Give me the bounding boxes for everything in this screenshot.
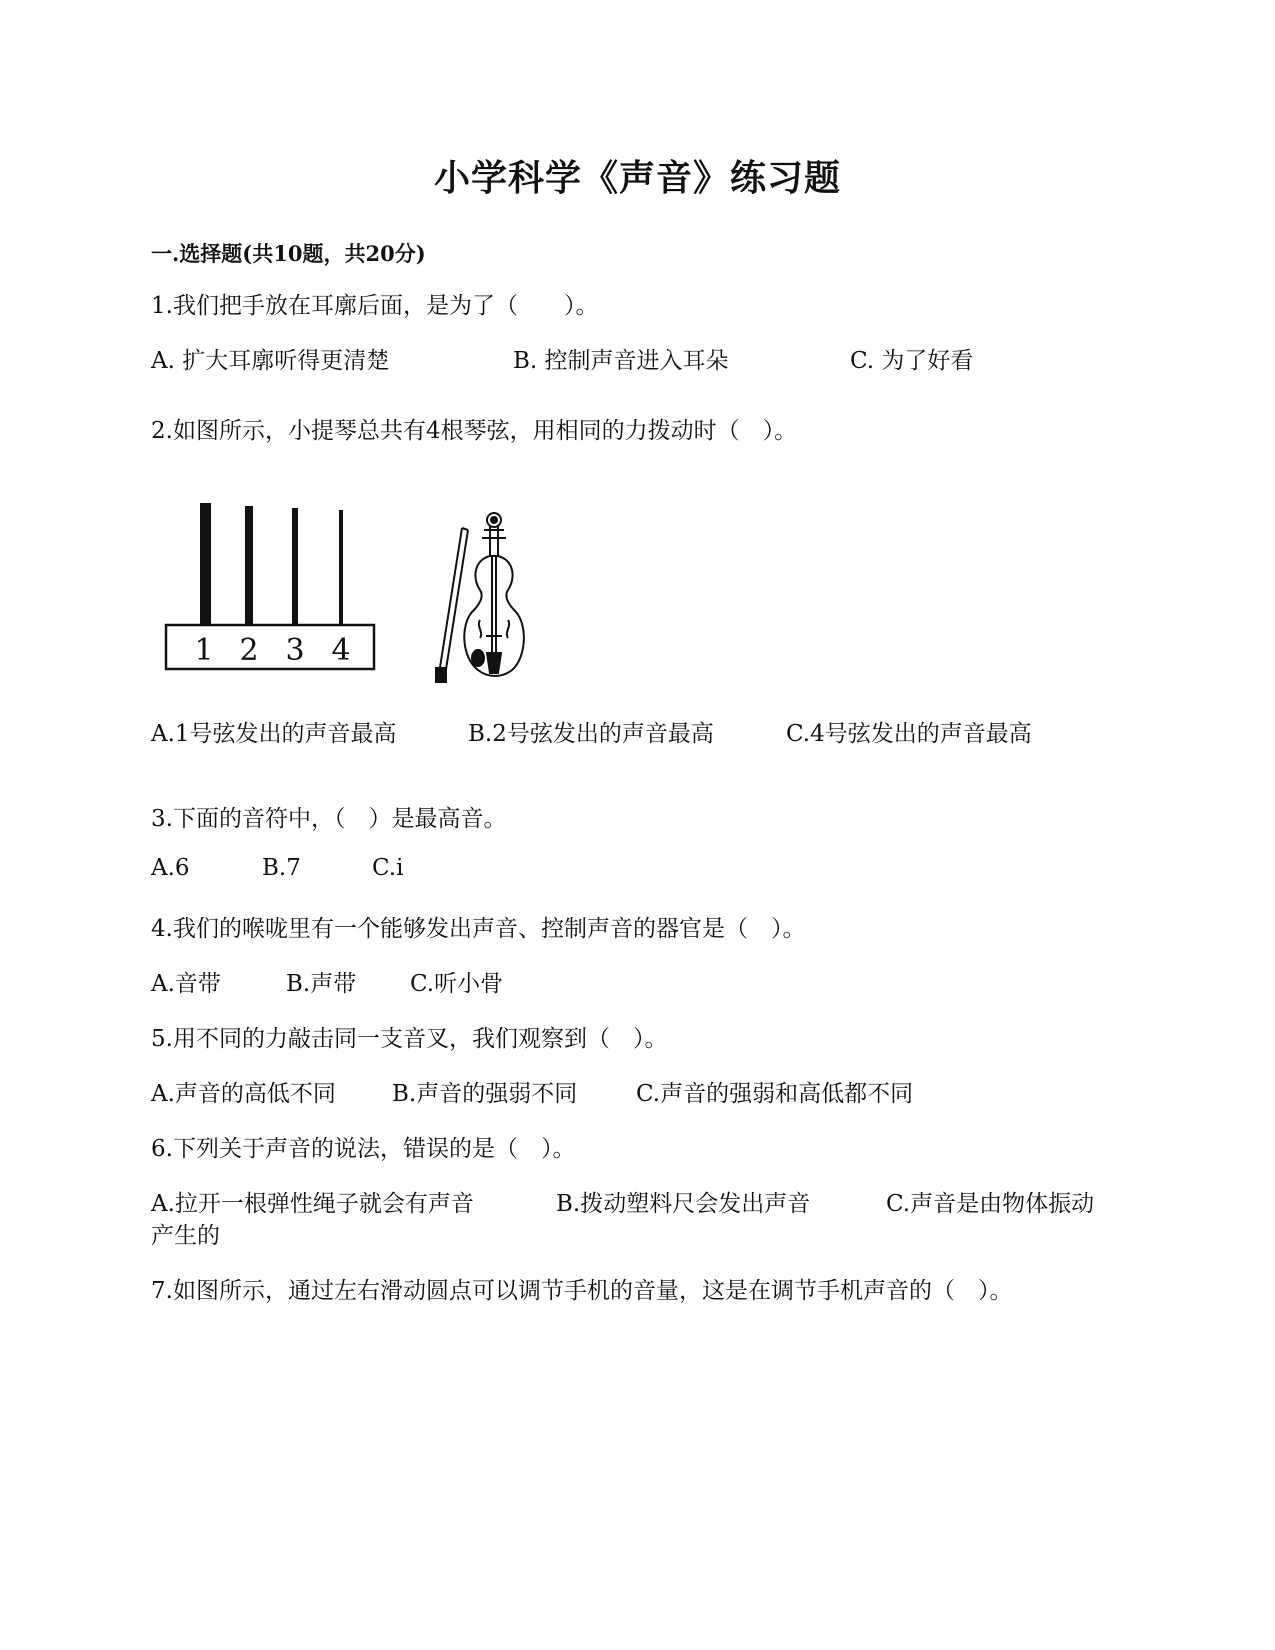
q5-option-c: C.声音的强弱和高低都不同 <box>636 1081 914 1107</box>
violin-icon <box>432 508 542 693</box>
question-2-stem: 2.如图所示，小提琴总共有4根琴弦，用相同的力拨动时（ ）。 <box>151 418 798 444</box>
q4-option-c: C.听小骨 <box>410 971 504 997</box>
string-label-3: 3 <box>285 633 305 668</box>
q5-option-a: A.声音的高低不同 <box>151 1081 336 1107</box>
string-diagram <box>160 500 380 675</box>
q5-option-b: B.声音的强弱不同 <box>392 1081 578 1107</box>
q1-option-b: B. 控制声音进入耳朵 <box>513 348 729 374</box>
section-heading: 一.选择题(共10题，共20分) <box>151 241 426 266</box>
string-label-4: 4 <box>331 633 351 668</box>
q2-option-c: C.4号弦发出的声音最高 <box>786 721 1032 747</box>
q4-option-a: A.音带 <box>151 971 221 997</box>
question-7-stem: 7.如图所示，通过左右滑动圆点可以调节手机的音量，这是在调节手机声音的（ ）。 <box>151 1278 1013 1304</box>
q6-option-a: A.拉开一根弹性绳子就会有声音 <box>151 1191 474 1217</box>
question-6-stem: 6.下列关于声音的说法，错误的是（ ）。 <box>151 1136 576 1162</box>
page-title: 小学科学《声音》练习题 <box>433 157 841 199</box>
q3-option-c: C.i <box>372 855 404 881</box>
q1-option-a: A. 扩大耳廓听得更清楚 <box>151 348 390 374</box>
q1-option-c: C. 为了好看 <box>850 348 974 374</box>
question-4-stem: 4.我们的喉咙里有一个能够发出声音、控制声音的器官是（ ）。 <box>151 916 806 942</box>
string-label-2: 2 <box>239 633 259 668</box>
q3-option-b: B.7 <box>262 855 301 881</box>
string-label-1: 1 <box>194 633 214 668</box>
q6-option-c: C.声音是由物体振动 <box>886 1191 1095 1217</box>
q4-option-b: B.声带 <box>286 971 357 997</box>
q2-option-b: B.2号弦发出的声音最高 <box>468 721 714 747</box>
q2-option-a: A.1号弦发出的声音最高 <box>151 721 397 747</box>
q6-option-c-continued: 产生的 <box>151 1223 220 1249</box>
q3-option-a: A.6 <box>151 855 190 881</box>
question-3-stem: 3.下面的音符中，（ ）是最高音。 <box>151 806 507 832</box>
q6-option-b: B.拨动塑料尺会发出声音 <box>556 1191 811 1217</box>
question-5-stem: 5.用不同的力敲击同一支音叉，我们观察到（ ）。 <box>151 1026 668 1052</box>
question-1-stem: 1.我们把手放在耳廓后面，是为了（ ）。 <box>151 293 599 319</box>
